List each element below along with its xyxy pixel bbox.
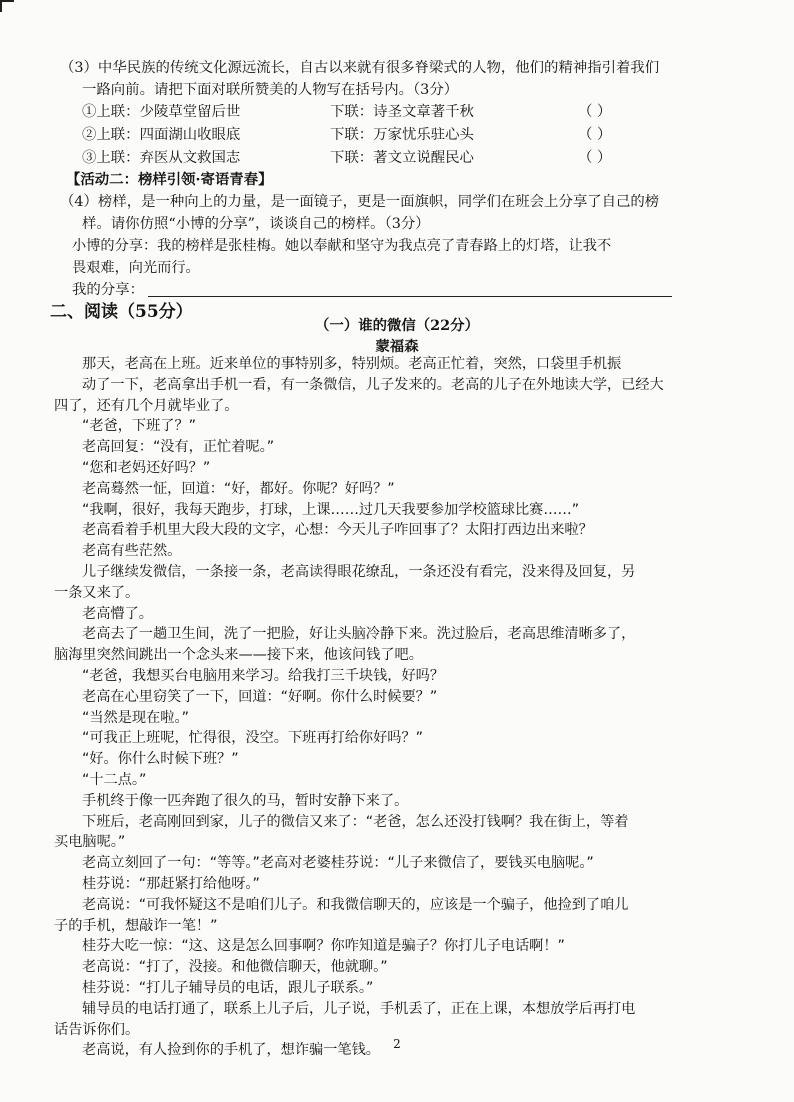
passage-line: 老高懵了。	[82, 606, 153, 622]
couplet-2-answer-field[interactable]: （ ）	[578, 127, 612, 143]
passage-line: 老高回复：“没有，正忙着呢。”	[82, 439, 275, 455]
passage-line: 老高蓦然一怔，回道：“好，都好。你呢？好吗？”	[82, 481, 395, 497]
passage-line: 老高在心里窃笑了一下，回道：“好啊。你什么时候要？”	[82, 689, 438, 705]
passage-line: 辅导员的电话打通了，联系上儿子后，儿子说，手机丢了，正在上课，本想放学后再打电	[82, 1001, 636, 1017]
q4-example-line-1: 小博的分享：我的榜样是张桂梅。她以奉献和坚守为我点亮了青春路上的灯塔，让我不	[72, 238, 612, 254]
passage-line: “您和老妈还好吗？”	[82, 460, 211, 476]
passage-line: “老爸，下班了？”	[82, 418, 197, 434]
passage-line: 脑海里突然间跳出一个念头来——接下来，他该问钱了吧。	[54, 647, 423, 663]
passage-line: 一条又来了。	[54, 585, 140, 601]
q3-prompt-line-2: 一路向前。请把下面对联所赞美的人物写在括号内。（3分）	[82, 82, 459, 98]
my-share-answer-line[interactable]	[148, 296, 672, 297]
scan-corner-mark	[0, 0, 14, 12]
q3-prompt-line-1: （3）中华民族的传统文化源远流长，自古以来就有很多脊梁式的人物，他们的精神指引着我们	[60, 60, 660, 76]
passage-line: 那天，老高在上班。近来单位的事特别多，特别烦。老高正忙着，突然，口袋里手机振	[82, 356, 622, 372]
q4-prompt-line-2: 样。请你仿照“小博的分享”，谈谈自己的榜样。（3分）	[82, 216, 430, 232]
passage-author: 蒙福森	[375, 338, 419, 355]
couplet-3-answer-field[interactable]: （ ）	[578, 150, 612, 166]
passage-line: “我啊，很好，我每天跑步，打球，上课……过几天我要参加学校篮球比赛……”	[82, 502, 580, 518]
passage-line: 桂芬说：“打儿子辅导员的电话，跟儿子联系。”	[82, 980, 374, 996]
passage-line: 话告诉你们。	[54, 1022, 140, 1038]
activity-2-heading: 【活动二：榜样引领·寄语青春】	[66, 171, 273, 188]
couplet-2-upper: ②上联：四面湖山收眼底	[82, 127, 241, 143]
passage-line: “十二点。”	[82, 772, 147, 788]
couplet-3-upper: ③上联：弃医从文救国志	[82, 150, 241, 166]
couplet-3-lower: 下联：著文立说醒民心	[330, 150, 474, 166]
my-share-label: 我的分享：	[72, 282, 144, 298]
passage-line: 手机终于像一匹奔跑了很久的马，暂时安静下来了。	[82, 793, 409, 809]
passage-line: 儿子继续发微信，一条接一条，老高读得眼花缭乱，一条还没有看完，没来得及回复，另	[82, 564, 636, 580]
page-number: 2	[393, 1037, 401, 1051]
passage-line: 老高去了一趟卫生间，洗了一把脸，好让头脑冷静下来。洗过脸后，老高思维清晰多了，	[82, 626, 636, 642]
passage-line: “好。你什么时候下班？”	[82, 751, 239, 767]
passage-line: 子的手机，想敲诈一笔！”	[54, 918, 218, 934]
passage-line: 桂芬说：“那赶紧打给他呀。”	[82, 876, 260, 892]
passage-line: “当然是现在啦。”	[82, 710, 189, 726]
passage-line: 老高说，有人捡到你的手机了，想诈骗一笔钱。	[82, 1042, 380, 1058]
passage-title: （一）谁的微信（22分）	[315, 317, 479, 334]
passage-line: “老爸，我想买台电脑用来学习。给我打三千块钱，好吗？	[82, 668, 445, 684]
passage-line: 老高看着手机里大段大段的文字，心想：今天儿子咋回事了？太阳打西边出来啦？	[82, 522, 593, 538]
passage-line: 桂芬大吃一惊：“这、这是怎么回事啊？你咋知道是骗子？你打儿子电话啊！”	[82, 938, 565, 954]
q4-example-line-2: 畏艰难，向光而行。	[72, 260, 200, 276]
passage-line: 下班后，老高刚回到家，儿子的微信又来了：“老爸，怎么还没打钱啊？我在街上，等着	[82, 814, 629, 830]
couplet-2-lower: 下联：万家忧乐驻心头	[330, 127, 474, 143]
passage-line: “可我正上班呢，忙得很，没空。下班再打给你好吗？”	[82, 730, 424, 746]
passage-line: 四了，还有几个月就毕业了。	[54, 398, 239, 414]
passage-line: 老高说：“打了，没接。和他微信聊天，他就聊。”	[82, 959, 388, 975]
couplet-1-upper: ①上联：少陵草堂留后世	[82, 104, 241, 120]
couplet-1-lower: 下联：诗圣文章著千秋	[330, 104, 474, 120]
passage-line: 老高立刻回了一句：“等等。”老高对老婆桂芬说：“儿子来微信了，要钱买电脑呢。”	[82, 855, 594, 871]
section-2-title: 二、阅读（55分）	[50, 302, 193, 322]
passage-line: 老高说：“可我怀疑这不是咱们儿子。和我微信聊天的，应该是一个骗子，他捡到了咱儿	[82, 897, 629, 913]
q4-prompt-line-1: （4）榜样，是一种向上的力量，是一面镜子，更是一面旗帜，同学们在班会上分享了自己的榜	[60, 194, 660, 210]
couplet-1-answer-field[interactable]: （ ）	[578, 104, 612, 120]
passage-line: 老高有些茫然。	[82, 543, 182, 559]
passage-line: 动了一下，老高拿出手机一看，有一条微信，儿子发来的。老高的儿子在外地读大学，已经大	[82, 377, 664, 393]
passage-line: 买电脑呢。”	[54, 834, 126, 850]
